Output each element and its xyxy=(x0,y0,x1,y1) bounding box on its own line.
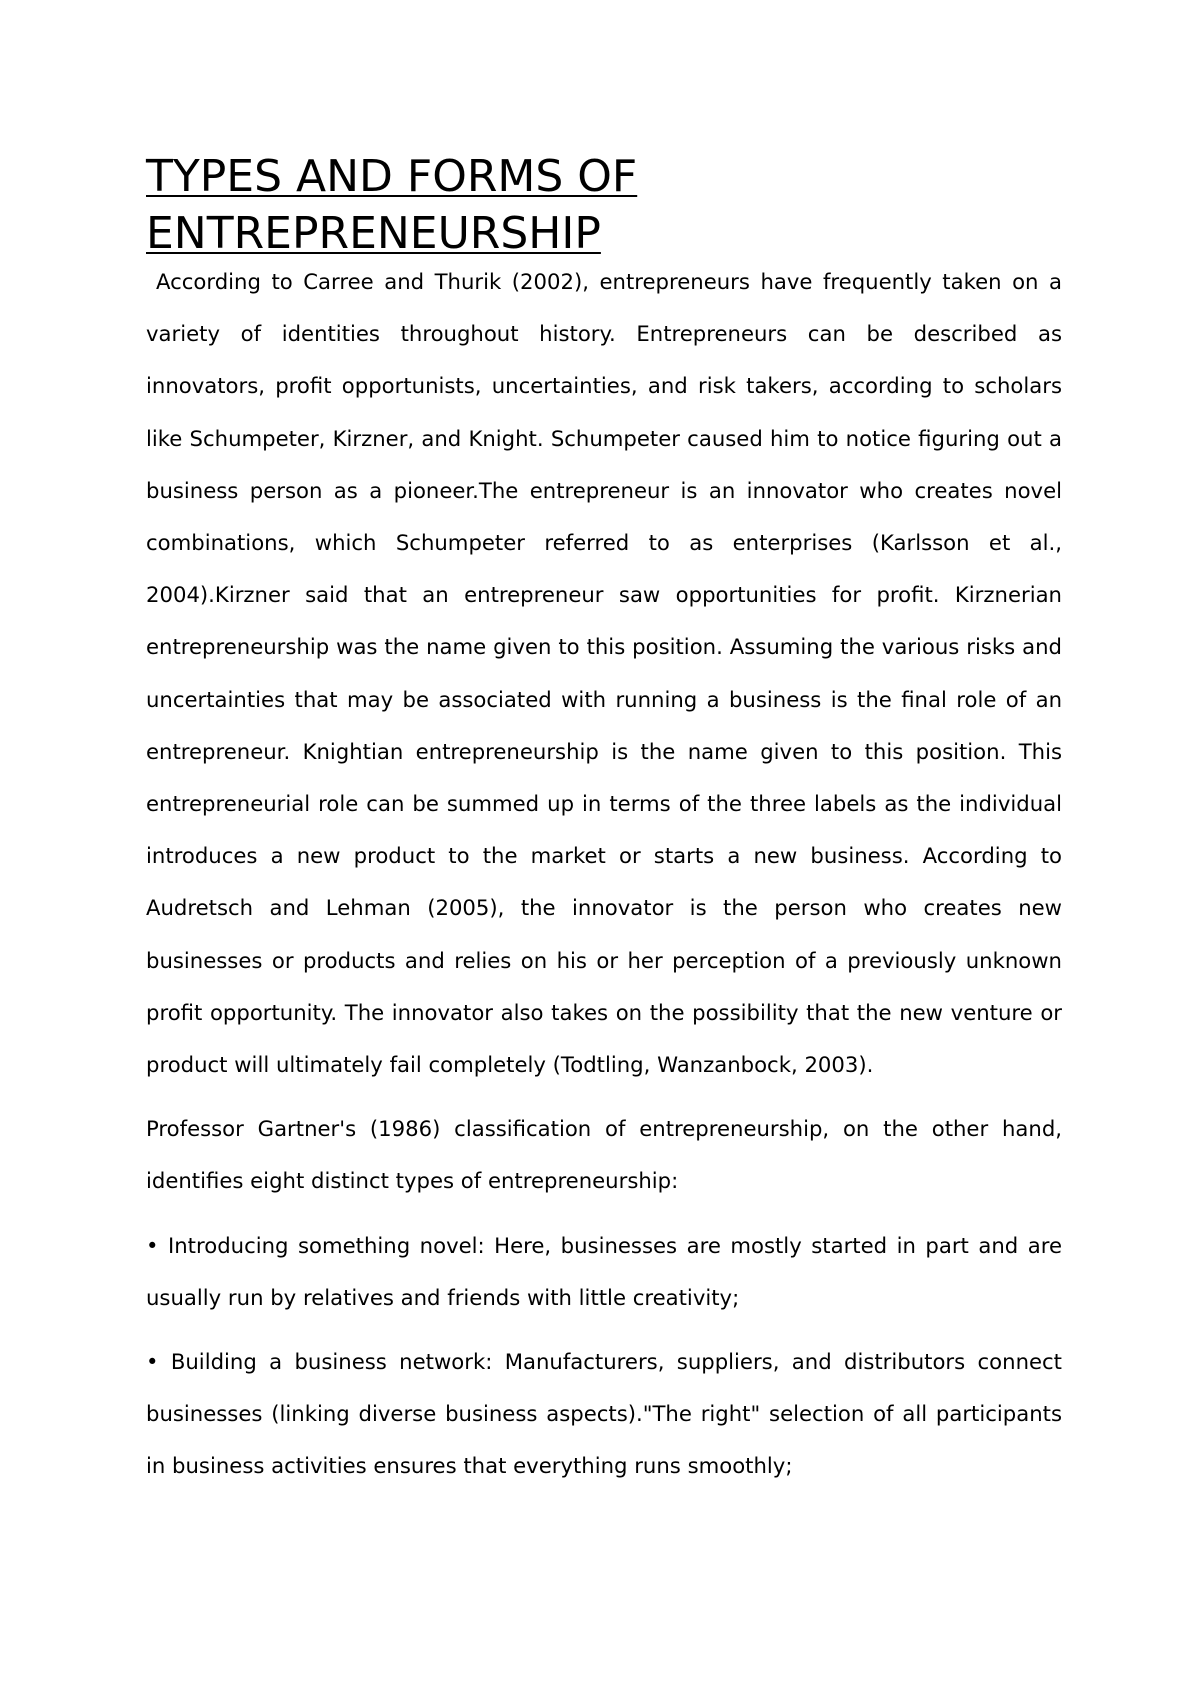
paragraph-gartner: Professor Gartner's (1986) classification of entrepreneurship, on the other hand, identifies eight distinct types of entrepreneurship: xyxy=(146,1116,1062,1194)
document-title xyxy=(146,148,1062,262)
document-body xyxy=(146,148,1062,1493)
bullet-item-network: • Building a business network: Manufacturers, suppliers, and distributors connect businesses (linking diverse business aspects)."The right" selection of all participants in business activities ensures that everything runs smoothly; xyxy=(146,1349,1062,1479)
paragraph-intro: According to Carree and Thurik (2002), entrepreneurs have frequently taken on a variety of identities throughout history. Entrepreneurs can be described as innovators, profit opportunists, uncertainties, and risk takers, according to scholars like Schumpeter, Kirzner, and Knight. Schumpeter caused him to notice figuring out a business person as a pioneer.The entrepreneur is an innovator who creates novel combinations, which Schumpeter referred to as enterprises (Karlsson et al., 2004).Kirzner said that an entrepreneur saw opportunities for profit. Kirznerian entrepreneurship was the name given to this position. Assuming the various risks and uncertainties that may be associated with running a business is the final role of an entrepreneur. Knightian entrepreneurship is the name given to this position. This entrepreneurial role can be summed up in terms of the three labels as the individual introduces a new product to the market or starts a new business. According to Audretsch and Lehman (2005), the innovator is the person who creates new businesses or products and relies on his or her perception of a previously unknown profit opportunity. The innovator also takes on the possibility that the new venture or product will ultimately fail completely (Todtling, Wanzanbock, 2003). xyxy=(146,269,1062,1078)
bullet-item-novel: • Introducing something novel: Here, businesses are mostly started in part and are usually run by relatives and friends with little creativity; xyxy=(146,1232,1062,1310)
title-line-1: TYPES AND FORMS OF xyxy=(146,151,638,202)
title-line-2: ENTREPRENEURSHIP xyxy=(146,208,601,259)
